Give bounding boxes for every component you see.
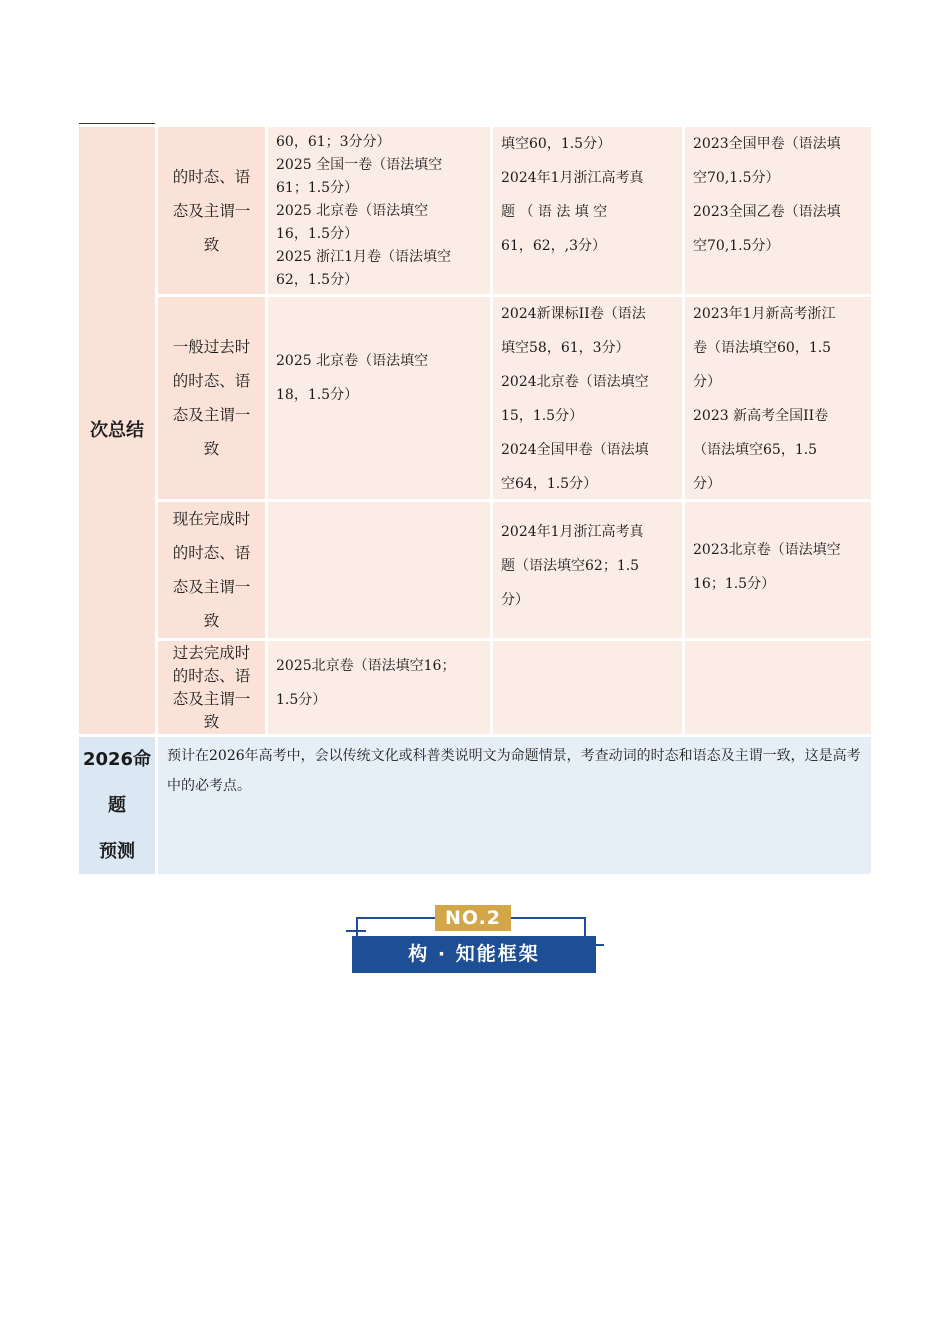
prediction-text-cell xyxy=(158,737,871,874)
cell-2023-row-1: 2023全国甲卷（语法填 空70,1.5分） 2023全国乙卷（语法填 空70,1.5分） xyxy=(685,127,871,294)
cell-2023-row-2: 2023年1月新高考浙江 卷（语法填空60，1.5 分） 2023 新高考全国II卷 （语法填空65，1.5 分） xyxy=(685,297,871,499)
banner-tick-left xyxy=(346,930,366,932)
cell-2025-row-2: 2025 北京卷（语法填空 18，1.5分） xyxy=(268,297,490,499)
cell-2025-row-1: 60，61；3分分） 2025 全国一卷（语法填空 61；1.5分） 2025 北京卷（语法填空 16，1.5分） 2025 浙江1月卷（语法填空 62，1.5分） xyxy=(268,127,490,294)
cell-2024-row-3: 2024年1月浙江高考真 题（语法填空62；1.5 分） xyxy=(493,502,682,638)
section-label: 次总结 xyxy=(90,419,144,441)
cell-2023-row-4 xyxy=(685,641,871,734)
cell-2024-row-2: 2024新课标II卷（语法 填空58，61，3分） 2024北京卷（语法填空 15，1.5分） 2024全国甲卷（语法填 空64，1.5分） xyxy=(493,297,682,499)
table-top-rule xyxy=(79,123,155,124)
section-banner xyxy=(346,905,604,975)
subtopic-4: 过去完成时 的时态、语 态及主谓一 致 xyxy=(172,643,251,731)
subtopic-cell-1 xyxy=(158,127,265,294)
prediction-label-cell xyxy=(79,737,155,874)
banner-title: 构 · 知能框架 xyxy=(352,936,596,973)
cell-2024-row-4 xyxy=(493,641,682,734)
subtopic-cell-2 xyxy=(158,297,265,499)
subtopic-cell-4 xyxy=(158,641,265,734)
cell-2025-row-3 xyxy=(268,502,490,638)
prediction-text: 预计在2026年高考中，会以传统文化或科普类说明文为命题情景，考查动词的时态和语态及主谓一致，这是高考中的必考点。 xyxy=(167,748,861,794)
subtopic-1: 的时态、语 态及主谓一 致 xyxy=(172,167,251,254)
banner-number: NO.2 xyxy=(435,905,511,931)
cell-2025-row-4: 2025北京卷（语法填空16； 1.5分） xyxy=(268,641,490,734)
prediction-label: 2026命 题 预测 xyxy=(82,748,152,862)
cell-2023-row-3: 2023北京卷（语法填空 16；1.5分） xyxy=(685,502,871,638)
cell-2024-row-1: 填空60，1.5分） 2024年1月浙江高考真 题 （ 语 法 填 空 61，62，,3分） xyxy=(493,127,682,294)
subtopic-cell-3 xyxy=(158,502,265,638)
section-label-cell xyxy=(79,127,155,734)
subtopic-2: 一般过去时 的时态、语 态及主谓一 致 xyxy=(172,338,251,458)
subtopic-3: 现在完成时 的时态、语 态及主谓一 致 xyxy=(172,510,251,630)
